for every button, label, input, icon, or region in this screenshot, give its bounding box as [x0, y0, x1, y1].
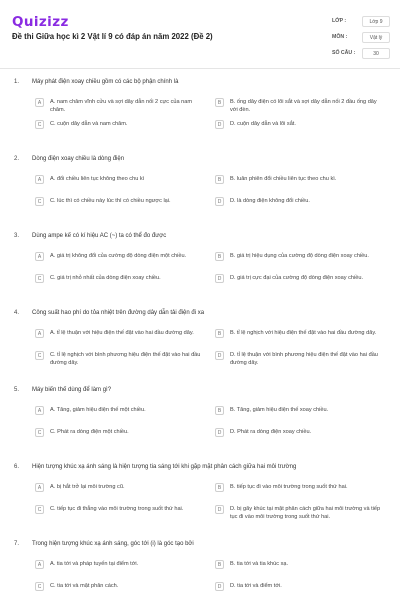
option-letter: C: [35, 120, 44, 129]
option-text: C. cuộn dây dẫn và nam châm.: [50, 121, 128, 127]
option-text: B. tỉ lệ nghịch với hiệu điện thế đặt vào hai đầu đường dây.: [230, 330, 377, 336]
question-4: [0, 308, 400, 385]
option-c[interactable]: [35, 350, 205, 367]
meta-info: [332, 14, 390, 62]
option-text: D. bị gãy khúc tại mặt phân cách giữa hai môi trường và tiếp tục đi vào môi trường trong suốt thứ hai.: [230, 506, 381, 521]
option-text: A. bị hắt trở lại môi trường cũ.: [50, 484, 125, 490]
option-text: D. là dòng điện không đổi chiều.: [230, 198, 310, 204]
question-header: [14, 233, 372, 239]
option-letter: D: [215, 197, 224, 206]
question-text: Dùng ampe kế có kí hiệu AC (~) ta có thể đo được: [32, 233, 167, 239]
option-text: A. tia tới và pháp tuyến tại điểm tới.: [50, 561, 139, 567]
option-letter: C: [35, 197, 44, 206]
option-letter: A: [35, 98, 44, 107]
option-letter: C: [35, 428, 44, 437]
meta-label: SỐ CÂU :: [332, 50, 356, 56]
question-number: 7.: [14, 541, 20, 547]
option-d[interactable]: [215, 196, 385, 206]
option-c[interactable]: [35, 119, 205, 129]
header-divider: [0, 68, 400, 69]
meta-class: [332, 14, 390, 28]
quizizz-logo: Quizizz: [12, 14, 69, 30]
option-text: B. luân phiên đổi chiều liên tục theo chu kì.: [230, 176, 337, 182]
option-d[interactable]: [215, 504, 385, 521]
option-b[interactable]: [215, 97, 385, 114]
option-letter: A: [35, 175, 44, 184]
option-letter: D: [215, 351, 224, 360]
question-number: 2.: [14, 156, 20, 162]
question-number: 4.: [14, 310, 20, 316]
option-letter: D: [215, 582, 224, 591]
meta-value: Vật lý: [362, 32, 390, 43]
option-a[interactable]: [35, 405, 205, 415]
option-a[interactable]: [35, 251, 205, 261]
option-letter: B: [215, 560, 224, 569]
option-text: A. đổi chiều liên tục không theo chu kì: [50, 176, 145, 182]
option-text: C. tỉ lệ nghịch với bình phương hiệu điện thế đặt vào hai đầu đường dây.: [50, 352, 201, 367]
question-number: 5.: [14, 387, 20, 393]
option-letter: A: [35, 252, 44, 261]
meta-label: LỚP :: [332, 18, 347, 24]
question-text: Dòng điện xoay chiều là dòng điện: [32, 156, 125, 162]
option-letter: D: [215, 428, 224, 437]
question-number: 1.: [14, 79, 20, 85]
question-header: [14, 387, 372, 393]
question-header: [14, 541, 372, 547]
option-a[interactable]: [35, 482, 205, 492]
meta-value: 30: [362, 48, 390, 59]
question-text: Máy biến thế dùng để làm gì?: [32, 387, 112, 393]
question-header: [14, 156, 372, 162]
option-text: D. cuộn dây dẫn và lõi sắt.: [230, 121, 296, 127]
option-letter: B: [215, 175, 224, 184]
option-text: A. tỉ lệ thuận với hiệu điện thế đặt vào hai đầu đường dây.: [50, 330, 194, 336]
option-d[interactable]: [215, 427, 385, 437]
option-letter: B: [215, 98, 224, 107]
question-list: [0, 77, 400, 600]
option-text: A. Tăng, giảm hiệu điện thế một chiều.: [50, 407, 146, 413]
option-c[interactable]: [35, 273, 205, 283]
option-b[interactable]: [215, 251, 385, 261]
option-c[interactable]: [35, 504, 205, 514]
option-d[interactable]: [215, 273, 385, 283]
option-letter: A: [35, 406, 44, 415]
option-letter: A: [35, 483, 44, 492]
option-d[interactable]: [215, 350, 385, 367]
option-c[interactable]: [35, 427, 205, 437]
header: [0, 0, 400, 68]
option-c[interactable]: [35, 196, 205, 206]
question-number: 3.: [14, 233, 20, 239]
option-letter: A: [35, 560, 44, 569]
question-1: [0, 77, 400, 154]
question-5: [0, 385, 400, 462]
question-6: [0, 462, 400, 539]
question-header: [14, 464, 372, 470]
option-text: D. Phát ra dòng điện xoay chiều.: [230, 429, 312, 435]
option-b[interactable]: [215, 482, 385, 492]
option-letter: C: [35, 505, 44, 514]
option-text: A. giá trị không đổi của cường độ dòng điện một chiều.: [50, 253, 187, 259]
question-text: Hiện tượng khúc xạ ánh sáng là hiện tượng tia sáng tới khi gặp mặt phân cách giữa hai môi trường: [32, 464, 297, 470]
option-letter: D: [215, 120, 224, 129]
question-2: [0, 154, 400, 231]
option-letter: B: [215, 329, 224, 338]
question-text: Máy phát điện xoay chiều gồm có các bộ phận chính là: [32, 79, 179, 85]
option-a[interactable]: [35, 174, 205, 184]
option-a[interactable]: [35, 97, 205, 114]
option-letter: C: [35, 351, 44, 360]
meta-value: Lớp 9: [362, 16, 390, 27]
question-header: [14, 310, 372, 316]
option-d[interactable]: [215, 119, 385, 129]
option-b[interactable]: [215, 559, 385, 569]
option-b[interactable]: [215, 328, 385, 338]
option-letter: C: [35, 274, 44, 283]
option-text: C. tia tới và mặt phân cách.: [50, 583, 119, 589]
option-text: C. giá trị nhỏ nhất của dòng điện xoay chiều.: [50, 275, 161, 281]
meta-subject: [332, 30, 390, 44]
option-letter: D: [215, 505, 224, 514]
option-text: B. tia tới và tia khúc xạ.: [230, 561, 289, 567]
question-3: [0, 231, 400, 308]
question-number: 6.: [14, 464, 20, 470]
option-text: B. ống dây điện có lõi sắt và sợi dây dẫn nối 2 đầu ống dây với đèn.: [230, 99, 377, 114]
meta-question-count: [332, 46, 390, 60]
option-letter: C: [35, 582, 44, 591]
option-a[interactable]: [35, 559, 205, 569]
option-letter: D: [215, 274, 224, 283]
option-text: D. tỉ lệ thuận với bình phương hiệu điện thế đặt vào hai đầu đường dây.: [230, 352, 378, 367]
option-c[interactable]: [35, 581, 205, 591]
option-b[interactable]: [215, 405, 385, 415]
question-text: Trong hiện tượng khúc xạ ánh sáng, góc tới (i) là góc tạo bởi: [32, 541, 194, 547]
option-text: B. giá trị hiệu dụng của cường độ dòng điện xoay chiều.: [230, 253, 369, 259]
option-letter: B: [215, 406, 224, 415]
option-text: C. lúc thì có chiều này lúc thì có chiều ngược lại.: [50, 198, 171, 204]
option-text: C. tiếp tục đi thẳng vào môi trường trong suốt thứ hai.: [50, 506, 184, 512]
option-d[interactable]: [215, 581, 385, 591]
option-letter: A: [35, 329, 44, 338]
option-letter: B: [215, 483, 224, 492]
option-text: D. giá trị cực đại của cường độ dòng điện xoay chiều.: [230, 275, 364, 281]
question-7: [0, 539, 400, 600]
option-text: C. Phát ra dòng điện một chiều.: [50, 429, 129, 435]
question-text: Công suất hao phí do tỏa nhiệt trên đường dây dẫn tải điện đi xa: [32, 310, 205, 316]
option-text: A. nam châm vĩnh cửu và sợi dây dẫn nối 2 cực của nam châm.: [50, 99, 193, 114]
question-header: [14, 79, 372, 85]
meta-label: MÔN :: [332, 34, 348, 40]
option-text: B. tiếp tục đi vào môi trường trong suốt thứ hai.: [230, 484, 348, 490]
option-text: D. tia tới và điểm tới.: [230, 583, 282, 589]
option-text: B. Tăng, giảm hiệu điện thế xoay chiều.: [230, 407, 329, 413]
page-title: Đề thi Giữa học kì 2 Vật lí 9 có đáp án năm 2022 (Đề 2): [12, 32, 213, 41]
option-b[interactable]: [215, 174, 385, 184]
option-letter: B: [215, 252, 224, 261]
option-a[interactable]: [35, 328, 205, 338]
